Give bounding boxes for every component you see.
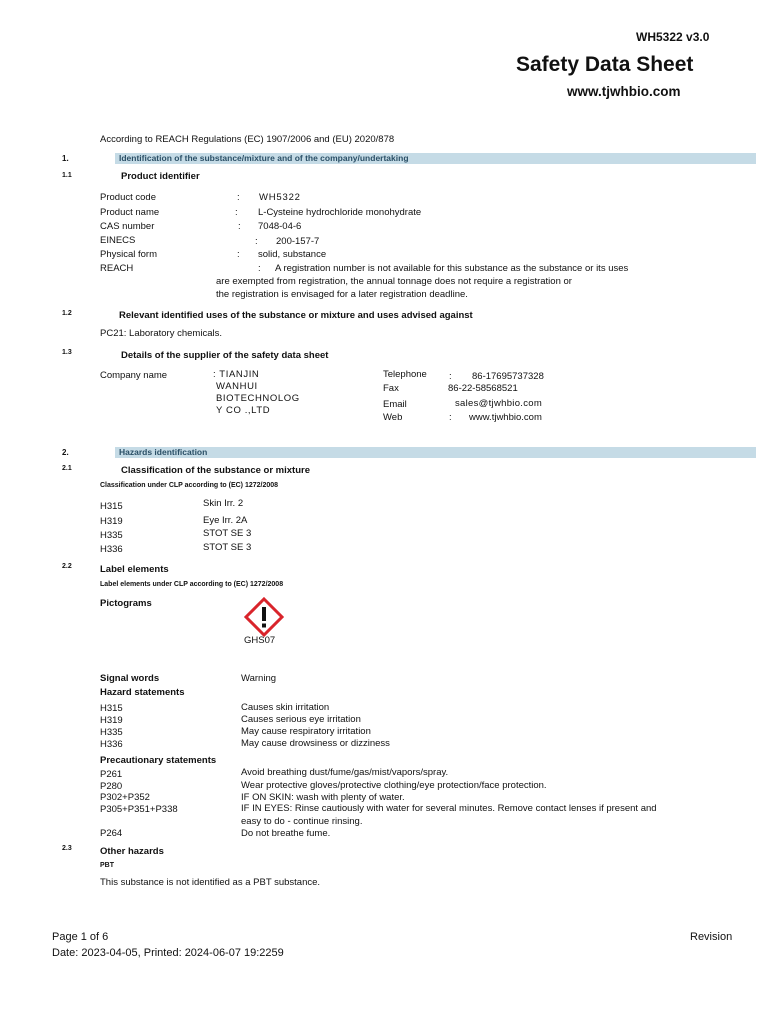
hazard-code-2: H319 [100,715,123,726]
reach-label: REACH [100,263,134,274]
pictogram-code: GHS07 [244,635,276,646]
subsection-1-2-title: Relevant identified uses of the substance or mixture and uses advised against [119,310,473,321]
company-name-label: Company name [100,370,168,381]
hazard-text-1: Causes skin irritation [241,702,330,713]
hazard-statements-label: Hazard statements [100,687,185,698]
einecs-colon: : [255,236,258,247]
clp-label-elements-title: Label elements under CLP according to (EC) 1272/2008 [100,581,284,588]
email-label: Email [383,399,407,410]
subsection-2-1-title: Classification of the substance or mixture [121,465,310,476]
precaution-code-5: P264 [100,828,123,839]
company-website: www.tjwhbio.com [567,84,681,99]
subsection-2-3-number: 2.3 [62,845,72,852]
product-code-colon: : [237,192,240,203]
section-2-title: Hazards identification [119,447,208,457]
precaution-text-2: Wear protective gloves/protective clothing/eye protection/face protection. [241,780,547,791]
subsection-1-2-number: 1.2 [62,310,72,317]
company-name-line-1: : TIANJIN [213,369,260,380]
classification-class-4: STOT SE 3 [203,542,252,553]
subsection-2-3-title: Other hazards [100,846,164,857]
web-label: Web [383,412,403,423]
web-value[interactable]: www.tjwhbio.com [469,412,542,423]
precaution-code-3: P302+P352 [100,792,150,803]
classification-class-3: STOT SE 3 [203,528,252,539]
precaution-code-2: P280 [100,781,123,792]
physical-form-value: solid, substance [258,249,327,260]
subsection-1-3-number: 1.3 [62,349,72,356]
section-1-bar [115,153,756,164]
pbt-label: PBT [100,862,114,869]
product-name-colon: : [235,207,238,218]
document-code: WH5322 v3.0 [636,30,710,44]
reach-text-line-3: the registration is envisaged for a later registration deadline. [216,289,468,300]
reach-text-line-2: are exempted from registration, the annual tonnage does not require a registration or [216,276,572,287]
precaution-text-1: Avoid breathing dust/fume/gas/mist/vapors/spray. [241,767,449,778]
company-name-line-4: Y CO .,LTD [216,405,271,416]
subsection-1-1-number: 1.1 [62,172,72,179]
pictograms-label: Pictograms [100,598,152,609]
hazard-code-3: H335 [100,727,123,738]
precaution-code-4: P305+P351+P338 [100,804,178,815]
subsection-1-3-title: Details of the supplier of the safety data sheet [121,350,329,361]
telephone-colon: : [449,371,452,382]
subsection-2-2-number: 2.2 [62,563,72,570]
einecs-value: 200-157-7 [276,236,320,247]
precaution-text-5: Do not breathe fume. [241,828,331,839]
classification-code-1: H315 [100,501,123,512]
web-colon: : [449,412,452,423]
precautionary-statements-label: Precautionary statements [100,755,217,766]
product-name-label: Product name [100,207,160,218]
product-code-label: Product code [100,192,156,203]
einecs-label: EINECS [100,235,136,246]
cas-number-colon: : [238,221,241,232]
exclamation-mark-diamond-icon [244,597,284,637]
hazard-text-4: May cause drowsiness or dizziness [241,738,390,749]
signal-words-value: Warning [241,673,277,684]
telephone-value: 86-17695737328 [472,371,544,382]
signal-words-label: Signal words [100,673,160,684]
subsection-2-1-number: 2.1 [62,465,72,472]
regulation-statement: According to REACH Regulations (EC) 1907/2006 and (EU) 2020/878 [100,134,395,145]
company-name-line-3: BIOTECHNOLOG [216,393,300,404]
classification-code-3: H335 [100,530,123,541]
physical-form-label: Physical form [100,249,158,260]
telephone-label: Telephone [383,369,427,380]
physical-form-colon: : [237,249,240,260]
product-code-value: WH5322 [259,192,301,203]
cas-number-value: 7048-04-6 [258,221,302,232]
precaution-text-4-line-2: easy to do - continue rinsing. [241,816,363,827]
fax-value: 86-22-58568521 [448,383,518,394]
company-name-line-2: WANHUI [216,381,258,392]
reach-colon: : [258,263,261,274]
document-title: Safety Data Sheet [516,53,694,76]
section-2-bar [115,447,756,458]
hazard-text-3: May cause respiratory irritation [241,726,371,737]
precaution-code-1: P261 [100,769,123,780]
section-1-title: Identification of the substance/mixture and of the company/undertaking [119,153,409,163]
page-number: Page 1 of 6 [52,931,109,943]
classification-class-1: Skin Irr. 2 [203,498,244,509]
identified-uses-text: PC21: Laboratory chemicals. [100,328,222,339]
cas-number-label: CAS number [100,221,155,232]
precaution-text-3: IF ON SKIN: wash with plenty of water. [241,792,405,803]
section-1-number: 1. [62,154,69,163]
hazard-code-1: H315 [100,703,123,714]
section-2-number: 2. [62,448,69,457]
date-printed: Date: 2023-04-05, Printed: 2024-06-07 19:2259 [52,947,284,959]
classification-code-4: H336 [100,544,123,555]
hazard-text-2: Causes serious eye irritation [241,714,361,725]
revision-label: Revision [690,931,733,943]
subsection-2-2-title: Label elements [100,564,169,575]
email-value[interactable]: sales@tjwhbio.com [455,398,543,409]
fax-label: Fax [383,383,399,394]
pbt-text: This substance is not identified as a PBT substance. [100,877,321,888]
reach-text-line-1: A registration number is not available for this substance as the substance or its uses [275,263,629,274]
subsection-1-1-title: Product identifier [121,171,200,182]
product-name-value: L-Cysteine hydrochloride monohydrate [258,207,422,218]
hazard-code-4: H336 [100,739,123,750]
clp-classification-title: Classification under CLP according to (EC) 1272/2008 [100,482,279,489]
classification-code-2: H319 [100,516,123,527]
precaution-text-4-line-1: IF IN EYES: Rinse cautiously with water for several minutes. Remove contact lenses if present and [241,803,657,814]
classification-class-2: Eye Irr. 2A [203,515,248,526]
